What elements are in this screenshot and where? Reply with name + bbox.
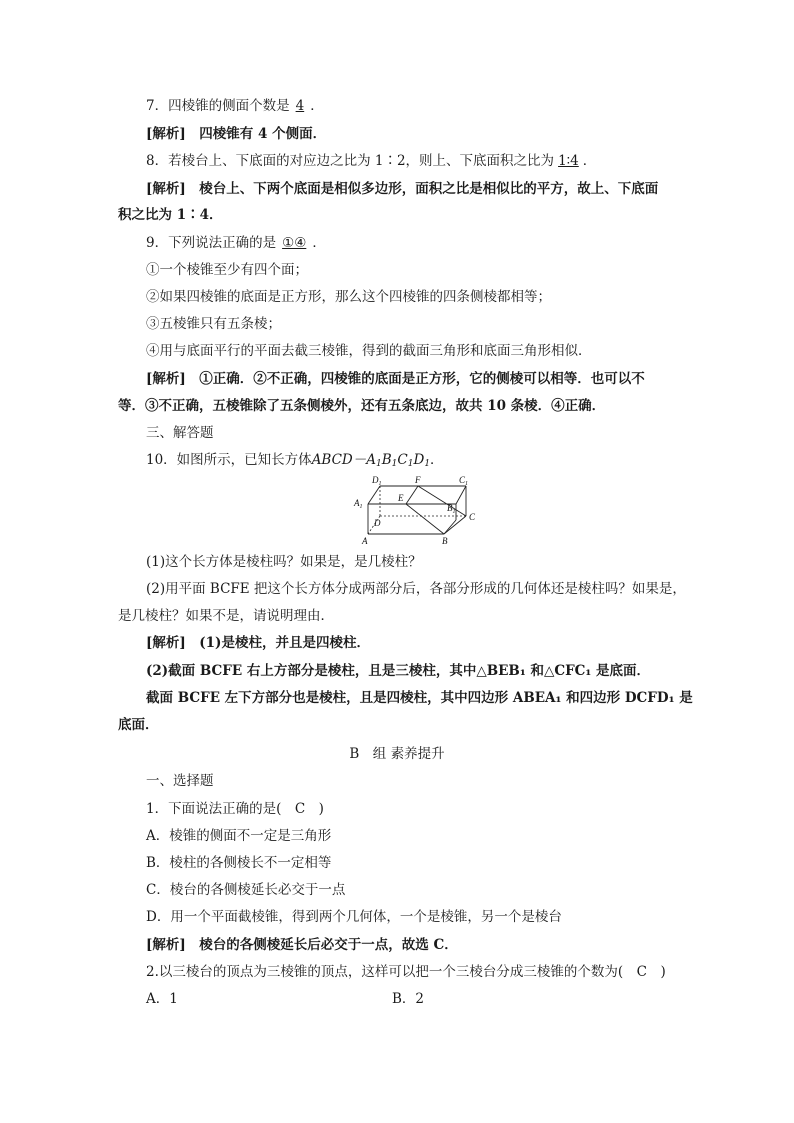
label-D: D <box>374 518 381 528</box>
a7-tag: [解析] <box>146 126 186 142</box>
a9-line1 <box>146 370 645 388</box>
q9-tail: ． <box>312 235 326 251</box>
q9-option-4: ④用与底面平行的平面去截三棱锥，得到的截面三角形和底面三角形相似． <box>146 343 592 359</box>
label-A1: $A_1$ <box>354 498 363 510</box>
b2-option-a: A．1 <box>146 991 178 1007</box>
b1-option-a: A．棱锥的侧面不一定是三角形 <box>146 828 332 844</box>
q7-tail: ． <box>310 98 324 114</box>
cuboid-figure <box>348 474 488 546</box>
q10-part2-line1: (2)用平面 BCFE 把这个长方体分成两部分后，各部分形成的几何体还是棱柱吗？如果是， <box>146 581 686 597</box>
label-D1: $D_1$ <box>372 475 382 487</box>
q7-text: 7．四棱锥的侧面个数是 <box>146 98 290 114</box>
section-3-heading: 三、解答题 <box>146 425 214 441</box>
group-b-heading: B 组 素养提升 <box>349 746 445 762</box>
a9-text2: 等．③不正确，五棱锥除了五条侧棱外，还有五条底边，故共 10 条棱．④正确． <box>118 398 606 414</box>
a9-tag: [解析] <box>146 371 186 387</box>
b1-question: 1．下面说法正确的是( C ) <box>146 801 324 817</box>
a8-tag: [解析] <box>146 181 186 197</box>
label-B1: $B_1$ <box>447 503 456 515</box>
a10-part3-line2: 底面． <box>118 717 159 733</box>
a10-tag: [解析] <box>146 635 186 651</box>
q8-tail: ． <box>582 153 597 169</box>
q9-answer: ①④ <box>282 235 307 251</box>
b2-question: 2.以三棱台的顶点为三棱锥的顶点，这样可以把一个三棱台分成三棱锥的个数为( C ) <box>146 964 666 980</box>
label-E: E <box>398 493 404 503</box>
a10-part3-line1: 截面 BCFE 左下方部分也是棱柱，且是四棱柱，其中四边形 ABEA₁ 和四边形 DCFD₁ 是 <box>146 690 693 706</box>
a10-part1 <box>146 634 370 652</box>
q9-option-2: ②如果四棱锥的底面是正方形，那么这个四棱锥的四条侧棱都相等； <box>146 289 551 305</box>
label-B: B <box>442 536 448 546</box>
label-A: A <box>362 536 368 546</box>
section-1-heading: 一、选择题 <box>146 773 214 789</box>
q8-text: 8．若棱台上、下底面的对应边之比为 1∶2，则上、下底面积之比为 <box>146 153 555 169</box>
q7-answer: 4 <box>295 98 305 114</box>
q10-part1: (1)这个长方体是棱柱吗？如果是，是几棱柱？ <box>146 554 422 570</box>
label-F: F <box>415 475 421 485</box>
a9-line2 <box>118 397 605 415</box>
label-C: C <box>469 512 476 522</box>
q10-part2-line2: 是几棱柱？如果不是，请说明理由． <box>118 608 334 624</box>
q9-option-1: ①一个棱锥至少有四个面； <box>146 262 308 278</box>
a8-line1 <box>146 180 658 198</box>
q7 <box>146 97 324 115</box>
q8 <box>146 152 596 170</box>
q9-option-3: ③五棱锥只有五条棱； <box>146 316 281 332</box>
a10-part2: (2)截面 BCFE 右上方部分是棱柱，且是三棱柱，其中△BEB₁ 和△CFC₁ 是底面． <box>146 663 651 679</box>
b1-option-d: D．用一个平面截棱锥，得到两个几何体，一个是棱锥，另一个是棱台 <box>146 909 562 925</box>
b2-option-b: B．2 <box>392 991 425 1007</box>
b1-option-b: B．棱柱的各侧棱长不一定相等 <box>146 855 332 871</box>
a8-text1: 棱台上、下两个底面是相似多边形，面积之比是相似比的平方，故上、下底面 <box>199 181 659 197</box>
a8-text2: 积之比为 1∶4． <box>118 207 223 223</box>
q9-text: 9．下列说法正确的是 <box>146 235 277 251</box>
q10-text: 10．如图所示，已知长方体 <box>146 452 312 468</box>
b1-ans-tag: [解析] <box>146 937 186 953</box>
q10-solid-name: $ABCD-A_1B_1C_1D_1$ <box>311 452 431 469</box>
b1-answer <box>146 936 458 954</box>
q10-tail: ． <box>430 452 444 468</box>
q8-answer: 1∶4 <box>558 153 579 169</box>
b1-ans-text: 棱台的各侧棱延长后必交于一点，故选 C． <box>199 937 458 953</box>
q9 <box>146 234 326 252</box>
a7 <box>146 125 326 143</box>
a8-line2 <box>118 206 223 224</box>
a7-text: 四棱锥有 4 个侧面． <box>199 126 327 142</box>
label-C1: $C_1$ <box>459 475 469 487</box>
a9-text1: ①正确．②不正确，四棱锥的底面是正方形，它的侧棱可以相等．也可以不 <box>199 371 645 387</box>
a10-text1: (1)是棱柱，并且是四棱柱． <box>199 635 370 651</box>
q10 <box>146 451 444 473</box>
b1-option-c: C．棱台的各侧棱延长必交于一点 <box>146 882 346 898</box>
